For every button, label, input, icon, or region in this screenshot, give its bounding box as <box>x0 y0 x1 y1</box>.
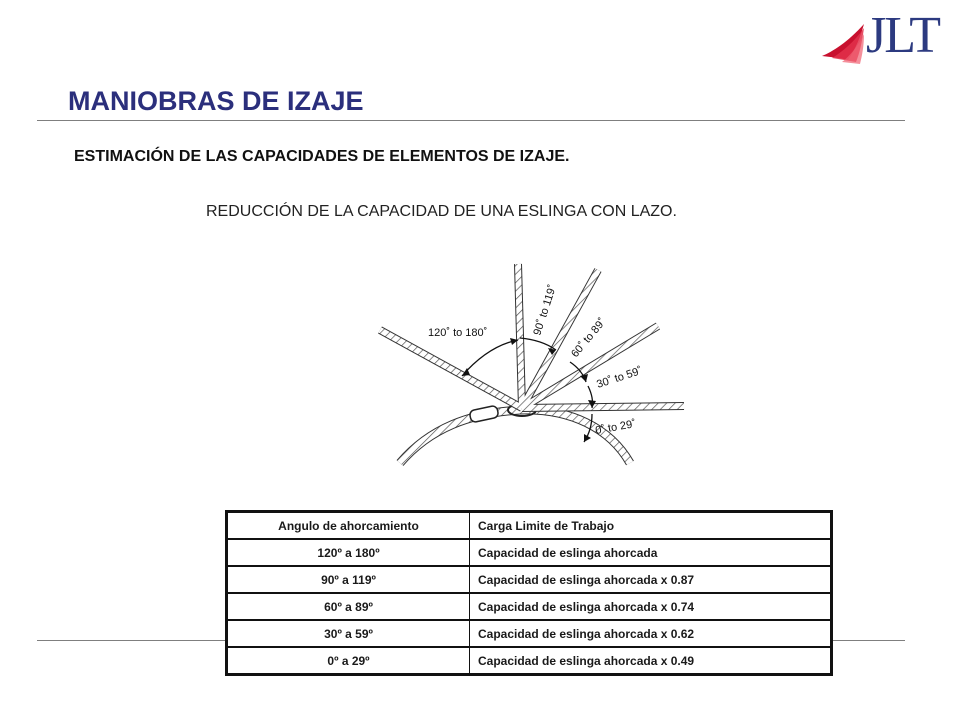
label-30-59: 30˚ to 59˚ <box>595 364 644 391</box>
table-row <box>228 593 831 620</box>
table-row <box>228 647 831 674</box>
top-divider <box>37 120 905 121</box>
page-title: MANIOBRAS DE IZAJE <box>68 86 364 116</box>
label-120-180: 120˚ to 180˚ <box>428 327 488 339</box>
load-cell: Capacidad de eslinga ahorcada x 0.74 <box>470 593 831 620</box>
table-row <box>228 620 831 647</box>
angle-cell: 0º a 29º <box>228 647 470 674</box>
load-cell: Capacidad de eslinga ahorcada x 0.62 <box>470 620 831 647</box>
label-90-119: 90˚ to 119˚ <box>531 283 560 337</box>
angle-cell: 90º a 119º <box>228 566 470 593</box>
angle-cell: 30º a 59º <box>228 620 470 647</box>
load-cell: Capacidad de eslinga ahorcada x 0.49 <box>470 647 831 674</box>
header-load: Carga Limite de Trabajo <box>470 513 831 540</box>
header-angle: Angulo de ahorcamiento <box>228 513 470 540</box>
angle-cell: 60º a 89º <box>228 593 470 620</box>
label-60-89: 60˚ to 89˚ <box>569 316 609 360</box>
diagram-caption: REDUCCIÓN DE LA CAPACIDAD DE UNA ESLINGA CON LAZO. <box>206 203 677 220</box>
section-subtitle: ESTIMACIÓN DE LAS CAPACIDADES DE ELEMENTOS DE IZAJE. <box>74 148 570 165</box>
eye-sleeve <box>469 405 499 423</box>
table-header-row <box>228 513 831 540</box>
capacity-table <box>225 510 833 676</box>
load-cell: Capacidad de eslinga ahorcada <box>470 539 831 566</box>
jlt-logo-text: JLT <box>866 7 939 64</box>
table-row <box>228 539 831 566</box>
label-0-29: 0˚ to 29˚ <box>594 418 637 437</box>
choker-angle-diagram <box>370 258 690 468</box>
load-cell: Capacidad de eslinga ahorcada x 0.87 <box>470 566 831 593</box>
angle-cell: 120º a 180º <box>228 539 470 566</box>
table-row <box>228 566 831 593</box>
